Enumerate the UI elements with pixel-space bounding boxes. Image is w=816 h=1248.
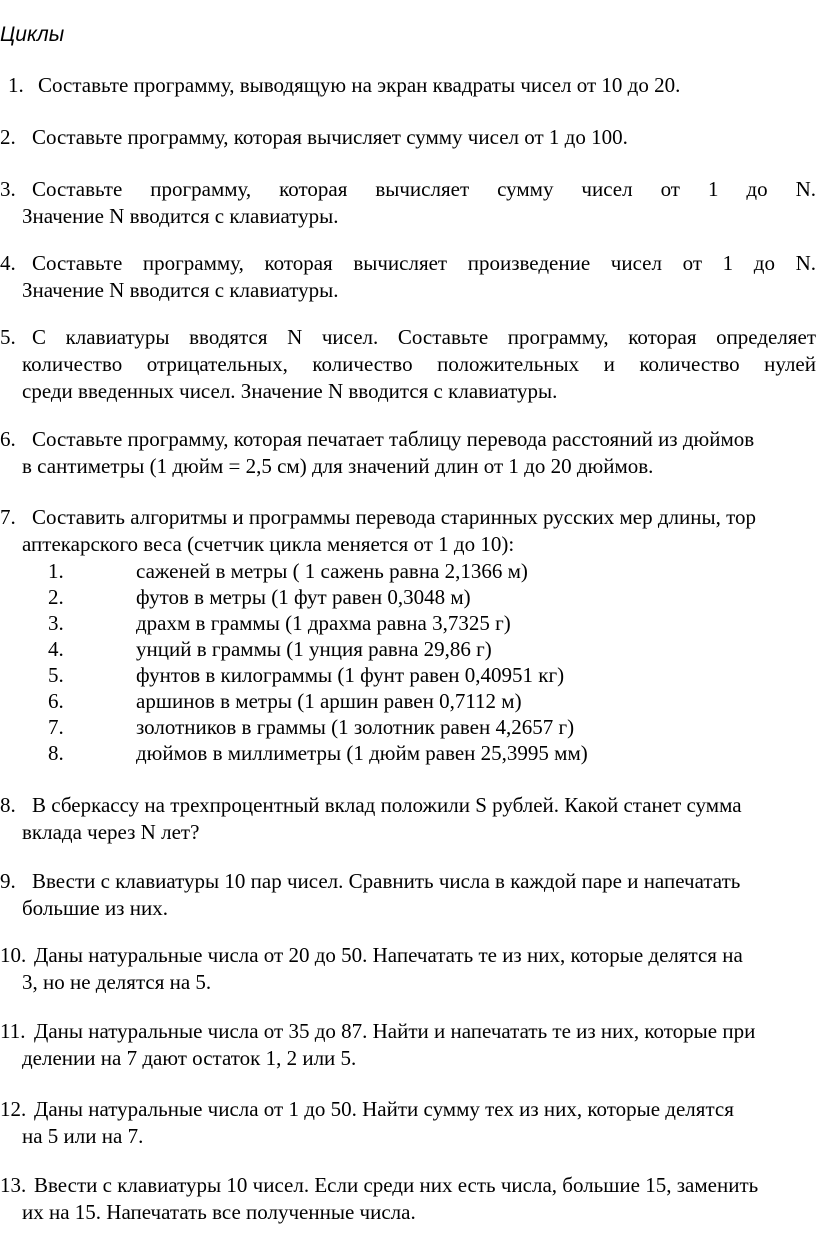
subitem-text: футов в метры (1 фут равен 0,3048 м) xyxy=(136,585,471,609)
task-text-line: делении на 7 дают остаток 1, 2 или 5. xyxy=(22,1046,357,1070)
subitem-number: 3. xyxy=(48,611,64,635)
subitem-number: 7. xyxy=(48,715,64,739)
subitem-number: 1. xyxy=(48,559,64,583)
task-text-line: аптекарского веса (счетчик цикла меняется от 1 до 10): xyxy=(22,532,515,556)
task-text-line: Составьте программу, которая вычисляет произведение чисел от 1 до N. xyxy=(32,251,816,275)
task-text-line: среди введенных чисел. Значение N вводится с клавиатуры. xyxy=(22,379,558,403)
task-text-line: С клавиатуры вводятся N чисел. Составьте программу, которая определяет xyxy=(32,325,816,349)
task-number: 8. xyxy=(0,793,16,817)
task-number: 11. xyxy=(0,1019,26,1043)
task-number: 5. xyxy=(0,325,16,349)
subitem-number: 6. xyxy=(48,689,64,713)
task-text-line: Ввести с клавиатуры 10 пар чисел. Сравнить числа в каждой паре и напечатать xyxy=(32,869,741,893)
task-text-line: Ввести с клавиатуры 10 чисел. Если среди них есть числа, большие 15, заменить xyxy=(34,1173,759,1197)
subitem-text: драхм в граммы (1 драхма равна 3,7325 г) xyxy=(136,611,511,635)
task-text-line: в сантиметры (1 дюйм = 2,5 см) для значений длин от 1 до 20 дюймов. xyxy=(22,454,654,478)
subitem-number: 4. xyxy=(48,637,64,661)
subitem-text: унций в граммы (1 унция равна 29,86 г) xyxy=(136,637,492,661)
task-number: 2. xyxy=(0,125,16,149)
subitem-number: 8. xyxy=(48,741,64,765)
task-text-line: большие из них. xyxy=(22,896,168,920)
task-text-line: количество отрицательных, количество положительных и количество нулей xyxy=(22,352,816,376)
task-text-line: Составьте программу, которая вычисляет сумму чисел от 1 до 100. xyxy=(32,125,628,149)
subitem-text: фунтов в килограммы (1 фунт равен 0,40951 кг) xyxy=(136,663,565,687)
task-number: 9. xyxy=(0,869,16,893)
task-number: 13. xyxy=(0,1173,27,1197)
task-number: 3. xyxy=(0,177,16,201)
task-text-line: вклада через N лет? xyxy=(22,820,200,844)
task-number: 4. xyxy=(0,251,16,275)
task-text-line: на 5 или на 7. xyxy=(22,1124,144,1148)
task-text-line: Составить алгоритмы и программы перевода старинных русских мер длины, тор xyxy=(32,505,757,529)
task-text-line: Даны натуральные числа от 20 до 50. Напечатать те из них, которые делятся на xyxy=(34,943,743,967)
subitem-text: аршинов в метры (1 аршин равен 0,7112 м) xyxy=(136,689,522,713)
subitem-text: дюймов в миллиметры (1 дюйм равен 25,3995 мм) xyxy=(136,741,588,765)
task-text-line: В сберкассу на трехпроцентный вклад положили S рублей. Какой станет сумма xyxy=(32,793,742,817)
task-number: 6. xyxy=(0,427,16,451)
task-text-line: 3, но не делятся на 5. xyxy=(22,970,212,994)
task-text-line: их на 15. Напечатать все полученные числа. xyxy=(22,1200,416,1224)
subitem-text: саженей в метры ( 1 сажень равна 2,1366 м) xyxy=(136,559,528,583)
task-text-line: Составьте программу, выводящую на экран квадраты чисел от 10 до 20. xyxy=(38,73,681,97)
subitem-number: 2. xyxy=(48,585,64,609)
task-text-line: Значение N вводится с клавиатуры. xyxy=(22,278,339,302)
task-number: 1. xyxy=(8,73,24,97)
task-text-line: Значение N вводится с клавиатуры. xyxy=(22,204,339,228)
task-text-line: Даны натуральные числа от 1 до 50. Найти сумму тех из них, которые делятся xyxy=(34,1097,734,1121)
subitem-text: золотников в граммы (1 золотник равен 4,2657 г) xyxy=(136,715,575,739)
task-number: 7. xyxy=(0,505,16,529)
task-number: 12. xyxy=(0,1097,27,1121)
task-number: 10. xyxy=(0,943,27,967)
task-text-line: Составьте программу, которая вычисляет сумму чисел от 1 до N. xyxy=(32,177,816,201)
subitem-number: 5. xyxy=(48,663,64,687)
task-text-line: Даны натуральные числа от 35 до 87. Найти и напечатать те из них, которые при xyxy=(34,1019,756,1043)
page-title: Циклы xyxy=(0,23,65,46)
task-text-line: Составьте программу, которая печатает таблицу перевода расстояний из дюймов xyxy=(32,427,755,451)
